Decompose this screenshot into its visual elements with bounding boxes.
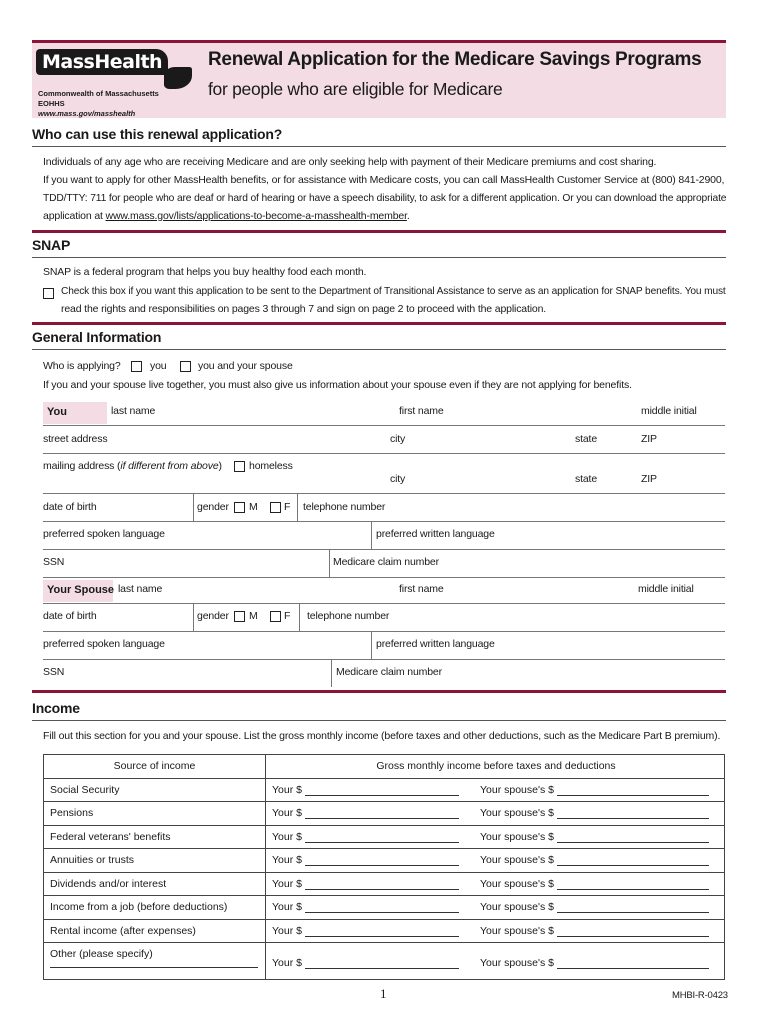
income-row: [44, 802, 724, 826]
your-income-label: Your $: [272, 957, 302, 969]
who-line1: Individuals of any age who are receiving Medicare and are only seeking help with payment of their Medicare premiums and cost sharing.: [43, 156, 657, 168]
who-bottom-rule: [32, 230, 726, 233]
col-gross-header: Gross monthly income before taxes and deductions: [376, 760, 616, 772]
logo-commonwealth: Commonwealth of Massachusetts: [38, 89, 159, 98]
who-line2: If you want to apply for other MassHealth benefits, or for assistance with Medicare costs, you can call MassHealth Customer Service at (800) 841-2900,: [43, 174, 725, 186]
income-row: [44, 943, 724, 979]
income-source-label: Dividends and/or interest: [44, 873, 266, 896]
spouse-income-field[interactable]: [476, 802, 726, 825]
divider: [43, 659, 725, 660]
divider: [43, 577, 725, 578]
spouse-income-blank[interactable]: [557, 880, 709, 890]
income-heading: Income: [32, 700, 80, 716]
income-intro: Fill out this section for you and your spouse. List the gross monthly income (before taxes and other deductions, such as the Medicare Part B premium).: [43, 730, 721, 742]
income-row: [44, 779, 724, 803]
your-income-blank[interactable]: [305, 959, 459, 969]
your-income-label: Your $: [272, 877, 302, 890]
income-source-label: Pensions: [44, 802, 266, 825]
general-bottom-rule: [32, 690, 726, 693]
form-code: MHBI-R-0423: [672, 990, 728, 1001]
your-income-label: Your $: [272, 783, 302, 796]
spouse-income-blank[interactable]: [557, 856, 709, 866]
general-rule: [32, 349, 726, 350]
mailing-state-label[interactable]: state: [575, 473, 598, 485]
logo-url: www.mass.gov/masshealth: [38, 109, 136, 118]
spouse-income-blank[interactable]: [557, 903, 709, 913]
spouse-income-blank[interactable]: [557, 833, 709, 843]
income-source-label: Social Security: [44, 779, 266, 802]
spouse-income-field[interactable]: [476, 873, 726, 896]
mailing-label-close: ): [218, 460, 222, 472]
snap-check-line1: Check this box if you want this application to be sent to the Department of Transitional Assistance to serve as an application for SNAP benefits. You must: [61, 285, 726, 297]
form-header: [32, 40, 726, 118]
income-table: [43, 754, 725, 980]
your-income-label: Your $: [272, 830, 302, 843]
other-specify-field[interactable]: [50, 967, 258, 968]
divider: [371, 522, 372, 549]
your-income-label: Your $: [272, 924, 302, 937]
spouse-gender-m-checkbox[interactable]: [234, 611, 245, 622]
form-subtitle: for people who are eligible for Medicare: [208, 79, 503, 99]
applying-you-spouse-checkbox[interactable]: [180, 361, 191, 372]
you-gender-label: gender: [197, 501, 229, 513]
you-gender-m-label: M: [249, 501, 258, 513]
your-income-field[interactable]: [266, 826, 476, 849]
you-gender-f-checkbox[interactable]: [270, 502, 281, 513]
snap-rule: [32, 257, 726, 258]
spouse-telephone-label[interactable]: telephone number: [307, 610, 390, 622]
spouse-written-language-label[interactable]: preferred written language: [376, 638, 495, 650]
your-income-blank[interactable]: [305, 927, 459, 937]
who-line4-prefix: application at: [43, 210, 106, 222]
your-income-field[interactable]: [266, 920, 476, 943]
who-heading: Who can use this renewal application?: [32, 126, 283, 142]
income-source-label: Federal veterans' benefits: [44, 826, 266, 849]
divider: [331, 660, 332, 687]
applications-link[interactable]: www.mass.gov/lists/applications-to-become-a-masshealth-member: [105, 210, 407, 222]
divider: [299, 604, 300, 631]
general-heading: General Information: [32, 329, 162, 345]
divider: [43, 453, 725, 454]
spouse-first-name-label[interactable]: first name: [399, 583, 444, 595]
mailing-zip-label[interactable]: ZIP: [641, 473, 657, 485]
your-income-field[interactable]: [266, 779, 476, 802]
your-income-field[interactable]: [266, 802, 476, 825]
spouse-gender-f-checkbox[interactable]: [270, 611, 281, 622]
spouse-spoken-language-label[interactable]: preferred spoken language: [43, 638, 165, 650]
you-middle-initial-label[interactable]: middle initial: [641, 405, 697, 417]
spouse-income-field[interactable]: [476, 943, 726, 979]
mailing-label-text: mailing address (: [43, 460, 121, 472]
you-mailing-address-label[interactable]: [43, 460, 222, 472]
income-source-label: Annuities or trusts: [44, 849, 266, 872]
you-state-label[interactable]: state: [575, 433, 598, 445]
spouse-income-label: Your spouse's $: [480, 830, 555, 843]
you-telephone-label[interactable]: telephone number: [303, 501, 386, 513]
divider: [297, 494, 298, 521]
snap-checkbox[interactable]: [43, 288, 54, 299]
you-medicare-claim-label[interactable]: Medicare claim number: [333, 556, 439, 568]
your-income-blank[interactable]: [305, 786, 459, 796]
applying-you-spouse-label: you and your spouse: [198, 360, 293, 372]
you-last-name-label[interactable]: last name: [111, 405, 156, 417]
spouse-income-label: Your spouse's $: [480, 901, 555, 913]
spouse-income-label: Your spouse's $: [480, 957, 555, 969]
your-income-field[interactable]: [266, 873, 476, 896]
your-income-blank[interactable]: [305, 809, 459, 819]
col-source-header: Source of income: [44, 755, 266, 778]
you-spoken-language-label[interactable]: preferred spoken language: [43, 528, 165, 540]
your-income-blank[interactable]: [305, 833, 459, 843]
spouse-income-field[interactable]: [476, 779, 726, 802]
income-row: [44, 873, 724, 897]
income-rule: [32, 720, 726, 721]
you-section-label: You: [43, 402, 107, 424]
homeless-checkbox[interactable]: [234, 461, 245, 472]
mailing-city-label[interactable]: city: [390, 473, 406, 485]
snap-check-line2: read the rights and responsibilities on pages 3 through 7 and sign on page 2 to proceed with the application.: [61, 303, 547, 315]
page-number: 1: [380, 986, 387, 1001]
who-rule: [32, 146, 726, 147]
massachusetts-state-icon: [164, 67, 192, 89]
divider: [43, 425, 725, 426]
divider: [371, 632, 372, 659]
divider: [193, 494, 194, 521]
snap-bottom-rule: [32, 322, 726, 325]
homeless-label: homeless: [249, 460, 293, 472]
spouse-gender-label: gender: [197, 610, 229, 622]
divider: [43, 549, 725, 550]
income-table-header: [44, 755, 724, 779]
you-dob-label[interactable]: date of birth: [43, 501, 97, 513]
you-written-language-label[interactable]: preferred written language: [376, 528, 495, 540]
income-row: [44, 826, 724, 850]
divider: [43, 603, 725, 604]
income-source-label: Other (please specify): [44, 943, 266, 979]
spouse-income-blank[interactable]: [557, 959, 709, 969]
you-zip-label[interactable]: ZIP: [641, 433, 657, 445]
spouse-income-blank[interactable]: [557, 786, 709, 796]
spouse-income-label: Your spouse's $: [480, 877, 555, 890]
who-line4-suffix: .: [406, 210, 410, 222]
income-row: [44, 920, 724, 944]
you-street-address-label[interactable]: street address: [43, 433, 108, 445]
logo-wordmark: MassHealth: [36, 49, 168, 75]
spouse-income-label: Your spouse's $: [480, 924, 555, 937]
logo-eohhs: EOHHS: [38, 99, 65, 108]
divider: [43, 631, 725, 632]
spouse-income-label: Your spouse's $: [480, 783, 555, 796]
spouse-income-field[interactable]: [476, 920, 726, 943]
income-source-label: Income from a job (before deductions): [44, 896, 266, 919]
divider: [43, 493, 725, 494]
applying-you-checkbox[interactable]: [131, 361, 142, 372]
spouse-income-field[interactable]: [476, 826, 726, 849]
spouse-income-field[interactable]: [476, 849, 726, 872]
spouse-last-name-label[interactable]: last name: [118, 583, 163, 595]
spouse-dob-label[interactable]: date of birth: [43, 610, 97, 622]
spouse-gender-m-label: M: [249, 610, 258, 622]
mailing-label-italic: if different from above: [120, 460, 219, 472]
spouse-income-label: Your spouse's $: [480, 854, 555, 866]
your-income-field[interactable]: [266, 943, 476, 979]
spouse-income-field[interactable]: [476, 896, 726, 919]
spouse-section-label: Your Spouse: [43, 580, 113, 602]
your-income-blank[interactable]: [305, 880, 459, 890]
income-source-label: Rental income (after expenses): [44, 920, 266, 943]
divider: [43, 521, 725, 522]
you-city-label[interactable]: city: [390, 433, 406, 445]
your-income-field[interactable]: [266, 896, 476, 919]
divider: [329, 550, 330, 577]
spouse-medicare-claim-label[interactable]: Medicare claim number: [336, 666, 442, 678]
divider: [193, 604, 194, 631]
spouse-gender-f-label: F: [284, 610, 291, 622]
income-row: [44, 896, 724, 920]
your-income-field[interactable]: [266, 849, 476, 872]
you-ssn-label[interactable]: SSN: [43, 556, 65, 568]
you-first-name-label[interactable]: first name: [399, 405, 444, 417]
who-applying-label: Who is applying?: [43, 360, 121, 372]
your-income-label: Your $: [272, 901, 302, 913]
snap-line1: SNAP is a federal program that helps you buy healthy food each month.: [43, 266, 367, 278]
your-income-label: Your $: [272, 807, 302, 819]
spouse-ssn-label[interactable]: SSN: [43, 666, 65, 678]
who-line4: [43, 210, 410, 222]
snap-heading: SNAP: [32, 237, 71, 253]
you-gender-m-checkbox[interactable]: [234, 502, 245, 513]
your-income-blank[interactable]: [305, 856, 459, 866]
who-line3: TDD/TTY: 711 for people who are deaf or hard of hearing or have a speech disability, to ask for a different application. Or you can download the appropriate: [43, 192, 727, 204]
you-gender-f-label: F: [284, 501, 291, 513]
spouse-middle-initial-label[interactable]: middle initial: [638, 583, 694, 595]
form-title: Renewal Application for the Medicare Savings Programs: [208, 49, 702, 70]
spouse-income-blank[interactable]: [557, 809, 709, 819]
your-income-blank[interactable]: [305, 903, 459, 913]
income-row: [44, 849, 724, 873]
spouse-income-label: Your spouse's $: [480, 807, 555, 819]
spouse-income-blank[interactable]: [557, 927, 709, 937]
applying-you-label: you: [150, 360, 167, 372]
spouse-note: If you and your spouse live together, you must also give us information about your spouse even if they are not applying for benefits.: [43, 379, 632, 391]
masshealth-logo: [36, 49, 206, 118]
your-income-label: Your $: [272, 854, 302, 866]
